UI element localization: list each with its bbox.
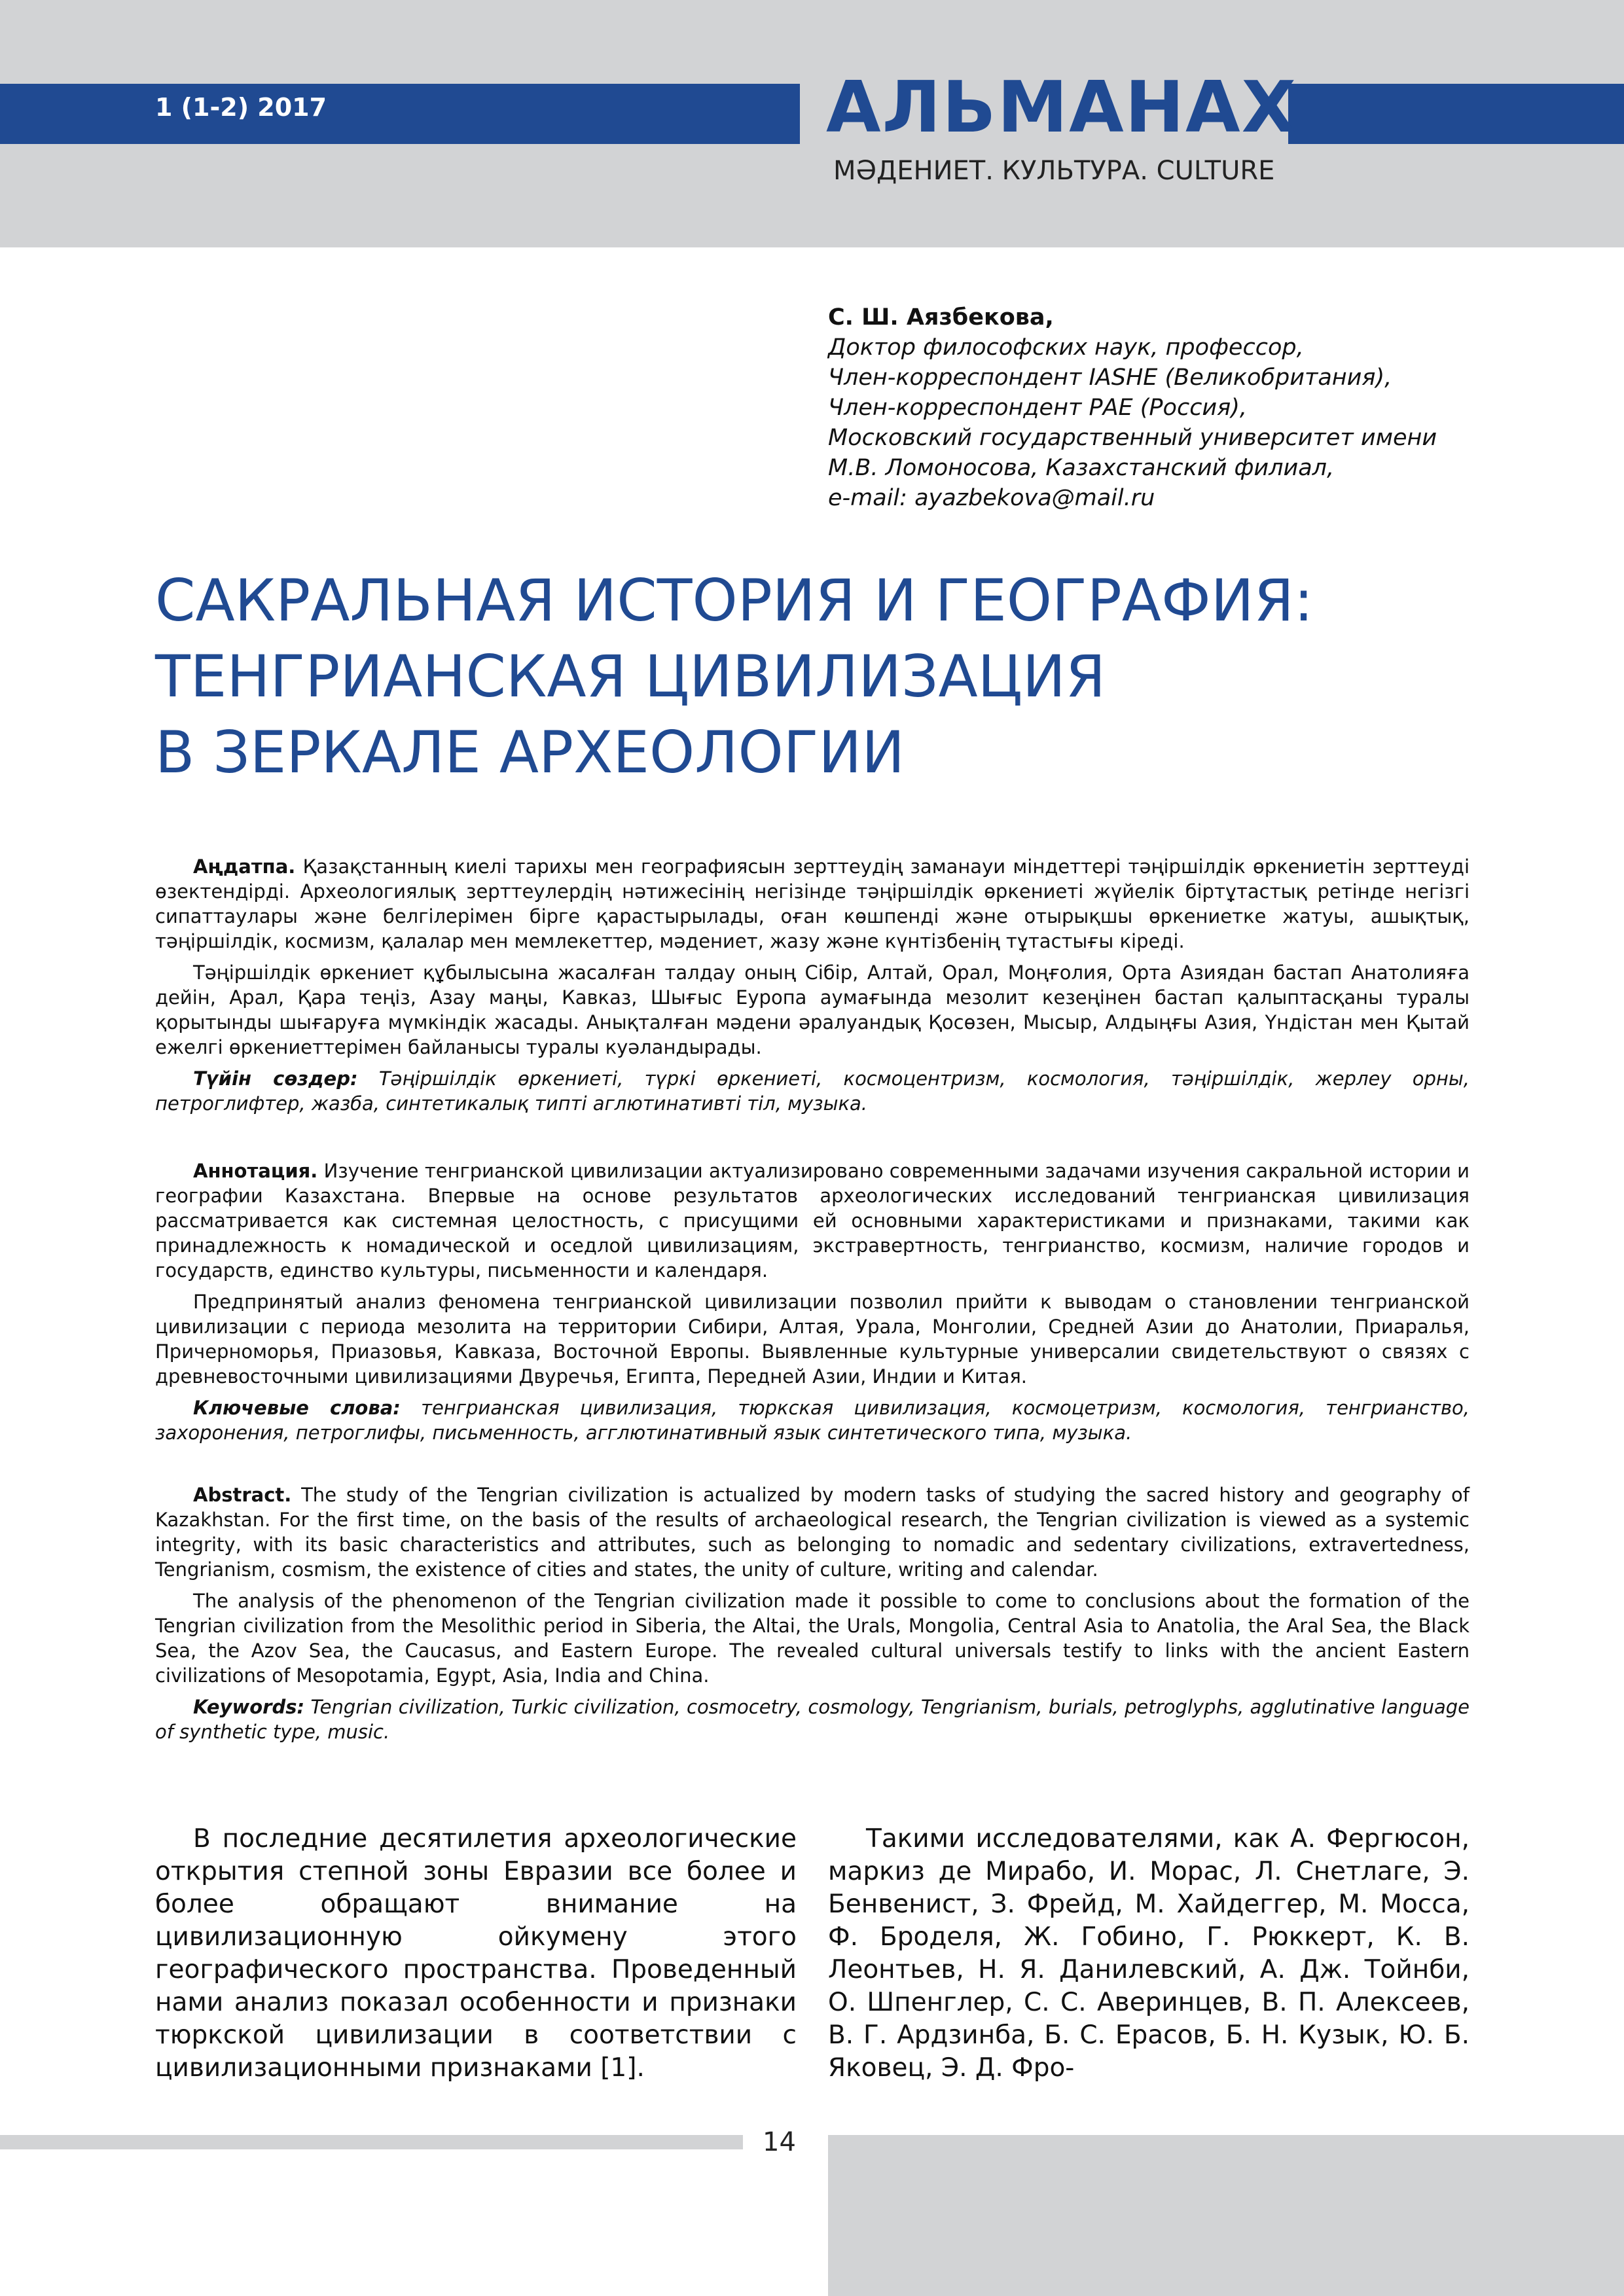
body-column-left: [155, 1823, 797, 2085]
abstract-label: Abstract.: [193, 1484, 292, 1506]
author-affiliation: Член-корреспондент IASHE (Великобритания),: [828, 365, 1392, 391]
header-bar-right: [1288, 84, 1624, 144]
keywords: Түйін сөздер: Тәңіршілдік өркениеті, түркі өркениеті, космоцентризм, космология, тәңіршілдік, жерлеу орны, петроглифтер, жазба, синтетикалық типті аглютинативті тіл, музыка.: [155, 1067, 1470, 1115]
header-bar-left: [0, 84, 800, 144]
author-degree: Доктор философских наук, профессор,: [828, 334, 1304, 361]
keywords: Ключевые слова: тенгрианская цивилизация, тюркская цивилизация, космоцетризм, космология, тенгрианство, захоронения, петроглифы, письменность, агглютинативный язык синтетического типа, музыка.: [155, 1397, 1470, 1444]
keywords: Keywords: Tengrian civilization, Turkic civilization, cosmocetry, cosmology, Tengrianism, burials, petroglyphs, agglutinative language of synthetic type, music.: [155, 1696, 1470, 1743]
body-column-right: [828, 1823, 1470, 2085]
abstract-label: Аннотация.: [193, 1160, 318, 1182]
abstract-paragraph: Аннотация. Изучение тенгрианской цивилизации актуализировано современными задачами изучения сакральной истории и географии Казахстана. Впервые на основе результатов археологических исследований тенгрианская цивилизация рассматривается как системная целостность, с присущими ей основными характеристиками и признаками, такими как принадлежность к номадической и оседлой цивилизациям, экстравертность, тенгрианство, космизм, наличие городов и государств, единство культуры, письменности и календаря.: [155, 1160, 1470, 1282]
author-affiliation: Член-корреспондент РАЕ (Россия),: [828, 395, 1248, 421]
keywords-label: Keywords:: [193, 1696, 305, 1718]
abstract-paragraph: Тәңіршілдік өркениет құбылысына жасалған талдау оның Сібір, Алтай, Орал, Моңғолия, Орта Азиядан бастап Анатолияға дейін, Арал, Қара теңіз, Азау маңы, Кавказ, Шығыс Еуропа аумағында мезолит кезеңінен бастап қалыптасқаны туралы қорытынды шығаруға мүмкіндік жасады. Анықталған мәдени әралуандық Қосөзен, Мысыр, Алдыңғы Азия, Үндістан мен Қытай ежелгі өркениеттерімен байланысы туралы куәландырады.: [155, 961, 1470, 1058]
body-paragraph: Такими исследователями, как А. Фергюсон, маркиз де Мирабо, И. Морас, Л. Снетлаге, Э. Бенвенист, З. Фрейд, М. Хайдеггер, М. Мосса, Ф. Броделя, Ж. Гобино, Г. Рюккерт, К. В. Леонтьев, Н. Я. Данилевский, А. Дж. Тойнби, О. Шпенглер, С. С. Аверинцев, В. П. Алексеев, В. Г. Ардзинба, Б. С. Ерасов, Б. Н. Кузык, Ю. Б. Яковец, Э. Д. Фро-: [828, 1824, 1470, 2083]
author-affiliation: Московский государственный университет имени: [828, 425, 1437, 451]
abstract-paragraph: Abstract. The study of the Tengrian civilization is actualized by modern tasks of studying the sacred history and geography of Kazakhstan. For the first time, on the basis of the results of archaeological research, the Tengrian civilization is viewed as a systemic integrity, with its basic characteristics and attributes, such as belonging to nomadic and sedentary civilizations, extravertedness, Tengrianism, cosmism, the existence of cities and states, the unity of culture, writing and calendar.: [155, 1484, 1470, 1581]
title-line: САКРАЛЬНАЯ ИСТОРИЯ И ГЕОГРАФИЯ:: [155, 567, 1314, 634]
title-line: ТЕНГРИАНСКАЯ ЦИВИЛИЗАЦИЯ: [155, 643, 1106, 710]
footer-band: [828, 2135, 1624, 2296]
page-number: 14: [763, 2127, 796, 2157]
journal-subtitle: МӘДЕНИЕТ. КУЛЬТУРА. CULTURE: [833, 156, 1275, 186]
abstract-english: [155, 1482, 1470, 1751]
abstract-kazakh: [155, 854, 1470, 1122]
keywords-label: Ключевые слова:: [193, 1397, 401, 1419]
issue-number: 1 (1-2) 2017: [155, 93, 327, 122]
author-block: [828, 302, 1483, 513]
author-affiliation: М.В. Ломоносова, Казахстанский филиал,: [828, 455, 1335, 481]
author-email: e-mail: ayazbekova@mail.ru: [828, 485, 1155, 511]
abstract-russian: [155, 1158, 1470, 1452]
abstract-paragraph: Предпринятый анализ феномена тенгрианской цивилизации позволил прийти к выводам о становлении тенгрианской цивилизации с периода мезолита на территории Сибири, Алтая, Урала, Монголии, Средней Азии до Анатолии, Приаралья, Причерноморья, Приазовья, Кавказа, Восточной Европы. Выявленные культурные универсалии свидетельствуют о связях с древневосточными цивилизациями Двуречья, Египта, Передней Азии, Индии и Китая.: [155, 1291, 1470, 1388]
author-name: С. Ш. Аязбекова,: [828, 304, 1054, 331]
abstract-paragraph: The analysis of the phenomenon of the Tengrian civilization made it possible to come to conclusions about the formation of the Tengrian civilization from the Mesolithic period in Siberia, the Altai, the Urals, Mongolia, Central Asia to Anatolia, the Aral Sea, the Black Sea, the Azov Sea, the Caucasus, and Eastern Europe. The revealed cultural universals testify to links with the ancient Eastern civilizations of Mesopotamia, Egypt, Asia, India and China.: [155, 1590, 1470, 1687]
title-line: В ЗЕРКАЛЕ АРХЕОЛОГИИ: [155, 719, 905, 786]
abstract-paragraph: Аңдатпа. Қазақстанның киелі тарихы мен географиясын зерттеудің заманауи міндеттері тәңіршілдік өркениетін зерттеуді өзектендірді. Археологиялық зерттеулердің нәтижесінің негізінде тәңіршілдік өркениеті жүйелік біртұтастық ретінде негізгі сипаттаулары және белгілерімен бірге қарастырылады, оған көшпенді және отырықшы өркениетке жатуы, ашықтық, тәңіршілдік, космизм, қалалар мен мемлекеттер, мәдениет, жазу және күнтізбенің тұтастығы кіреді.: [155, 855, 1470, 952]
footer-rule: [0, 2135, 743, 2149]
body-paragraph: В последние десятилетия археологические открытия степной зоны Евразии все более и более обращают внимание на цивилизационную ойкумену этого географического пространства. Проведенный нами анализ показал особенности и признаки тюркской цивилизации в соответствии с цивилизационными признаками [1].: [155, 1824, 797, 2083]
keywords-label: Түйін сөздер:: [193, 1067, 358, 1090]
journal-title: АЛЬМАНАХ: [826, 67, 1297, 149]
article-title: [155, 563, 1530, 791]
abstract-label: Аңдатпа.: [193, 855, 296, 878]
